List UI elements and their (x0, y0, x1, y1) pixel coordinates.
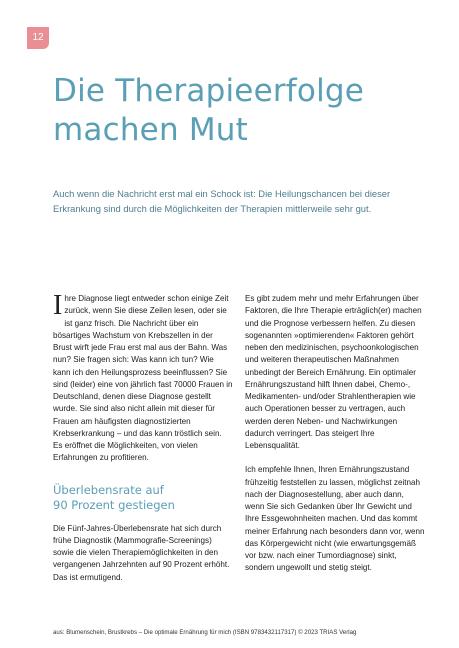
survival-paragraph: Die Fünf-Jahres-Überlebensrate hat sich durch frühe Diagnostik (Mammografie-Screenings) sowie die vielen Therapiemöglichkeiten in den vergangenen Jahrzehnten auf 90 Prozent erhöht. Das ist ermutigend. (53, 523, 230, 582)
intro-paragraph-text: hre Diagnose liegt entweder schon einige Zeit zurück, wenn Sie diese Zeilen lesen, oder sie ist ganz frisch. Die Nachricht über ein bösartiges Wachstum von Krebszellen in der Brust wirft jede Frau erst mal aus der Bahn. Was nun? Sie fragen sich: Was kann ich tun? Wie kann ich den Heilungsprozess beeinflussen? Sie sind (leider) eine von jährlich fast 70000 Frauen in Deutschland, denen diese Diagnose gestellt wurde. Sie sind also nicht allein mit dieser für Frauen am häufigsten diagnostizierten Krebserkrankung – und das kann tröstlich sein. Es eröffnet die Möglichkeiten, von vielen Erfahrungen zu profitieren. (53, 294, 233, 463)
section-subheading (53, 483, 233, 513)
page-number-badge: 12 (27, 27, 49, 49)
paragraph-gap (245, 452, 425, 464)
subheading-line-1: Überlebensrate auf (53, 482, 164, 497)
page-title (53, 72, 413, 150)
intro-paragraph (53, 290, 233, 465)
lead-paragraph: Auch wenn die Nachricht erst mal ein Schock ist: Die Heilungschancen bei dieser Erkrankung sind durch die Möglichkeiten der Therapien mittlerweile sehr gut. (53, 188, 391, 214)
recommendation-paragraph: Ich empfehle Ihnen, Ihren Ernährungszustand frühzeitig feststellen zu lassen, möglichst zeitnah nach der Diagnosestellung, aber auch dann, wenn Sie sich Gedanken über Ihr Gewicht und Ihre Essgewohnheiten machen. Und das kommt meiner Erfahrung nach besonders dann vor, wenn das Körpergewicht nicht (wie erwartungsgemäß vor bzw. nach einer Tumordiagnose) sinkt, sondern ungewollt und stetig steigt. (245, 465, 425, 573)
factors-paragraph: Es gibt zudem mehr und mehr Erfahrungen über Faktoren, die Ihre Therapie erträglich(er) machen und die Prognose verbessern helfen. Zu diesen sogenannten »optimierenden« Faktoren gehört neben den medizinischen, psychoonkologischen und weiteren therapeutischen Maßnahmen unbedingt der Bereich Ernährung. Ein optimaler Ernährungszustand hilft Ihnen dabei, Chemo-, Medikamenten- und/oder Strahlentherapien wie auch Operationen besser zu vertragen, auch werden deren Neben- und Nachwirkungen dadurch verringert. Das steigert Ihre Lebensqualität. (245, 294, 422, 450)
drop-cap: I (53, 290, 63, 321)
source-footer: aus: Blumenschein, Brustkrebs – Die optimale Ernährung für mich (ISBN 9783432117317) © 2023 TRIAS Verlag (53, 629, 357, 636)
title-line-1: Die Therapieerfolge (53, 73, 365, 109)
left-column (53, 290, 233, 584)
title-line-2: machen Mut (53, 112, 249, 148)
right-column (245, 293, 425, 575)
subheading-line-2: 90 Prozent gestiegen (53, 497, 175, 512)
